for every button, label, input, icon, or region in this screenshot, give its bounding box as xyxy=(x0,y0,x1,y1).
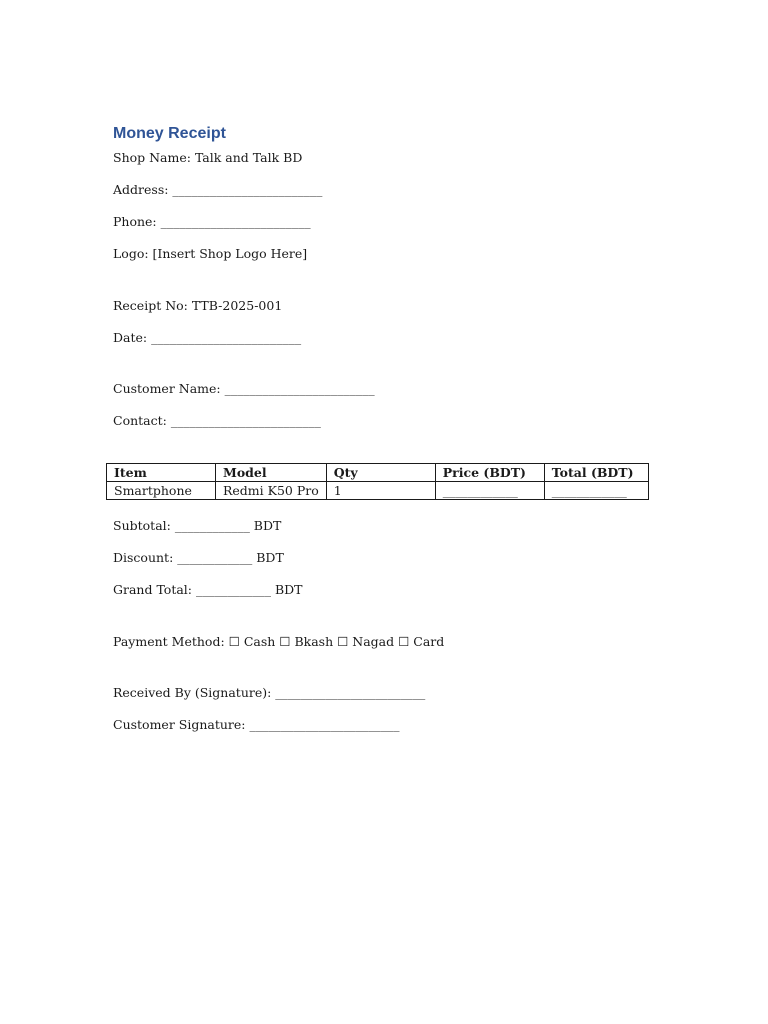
logo-text: Logo: [Insert Shop Logo Here] xyxy=(113,246,308,261)
address-line xyxy=(113,182,322,198)
discount-line xyxy=(113,550,284,566)
received-by-line xyxy=(113,685,425,701)
items-table xyxy=(106,463,649,500)
logo-line xyxy=(113,246,307,262)
received-by-text: Received By (Signature): ________________________ xyxy=(113,685,426,700)
payment-method-line xyxy=(113,634,444,650)
customer-name-text: Customer Name: ________________________ xyxy=(113,381,375,396)
payment-method-text: Payment Method: ☐ Cash ☐ Bkash ☐ Nagad ☐ Card xyxy=(113,634,445,649)
address-text: Address: ________________________ xyxy=(113,182,323,197)
column-header-item: Item xyxy=(107,464,216,482)
column-header-price: Price (BDT) xyxy=(435,464,544,482)
grand-total-line xyxy=(113,582,303,598)
phone-text: Phone: ________________________ xyxy=(113,214,311,229)
date-text: Date: ________________________ xyxy=(113,330,302,345)
customer-name-line xyxy=(113,381,375,397)
cell-qty: 1 xyxy=(326,482,435,500)
receipt-no-text: Receipt No: TTB-2025-001 xyxy=(113,298,283,313)
contact-line xyxy=(113,413,321,429)
subtotal-line xyxy=(113,518,281,534)
cell-item: Smartphone xyxy=(107,482,216,500)
column-header-model: Model xyxy=(216,464,327,482)
receipt-no-line xyxy=(113,298,282,314)
customer-signature-text: Customer Signature: ________________________ xyxy=(113,717,400,732)
contact-text: Contact: ________________________ xyxy=(113,413,321,428)
date-line xyxy=(113,330,301,346)
phone-line xyxy=(113,214,311,230)
column-header-qty: Qty xyxy=(326,464,435,482)
shop-name-line xyxy=(113,150,302,166)
column-header-total: Total (BDT) xyxy=(544,464,648,482)
table-row xyxy=(107,482,649,500)
cell-total: ____________ xyxy=(544,482,648,500)
page-title: Money Receipt xyxy=(113,125,226,142)
subtotal-text: Subtotal: ____________ BDT xyxy=(113,518,282,533)
grand-total-text: Grand Total: ____________ BDT xyxy=(113,582,303,597)
cell-model: Redmi K50 Pro xyxy=(216,482,327,500)
customer-signature-line xyxy=(113,717,399,733)
cell-price: ____________ xyxy=(435,482,544,500)
shop-name-text: Shop Name: Talk and Talk BD xyxy=(113,150,303,165)
table-header-row xyxy=(107,464,649,482)
discount-text: Discount: ____________ BDT xyxy=(113,550,284,565)
